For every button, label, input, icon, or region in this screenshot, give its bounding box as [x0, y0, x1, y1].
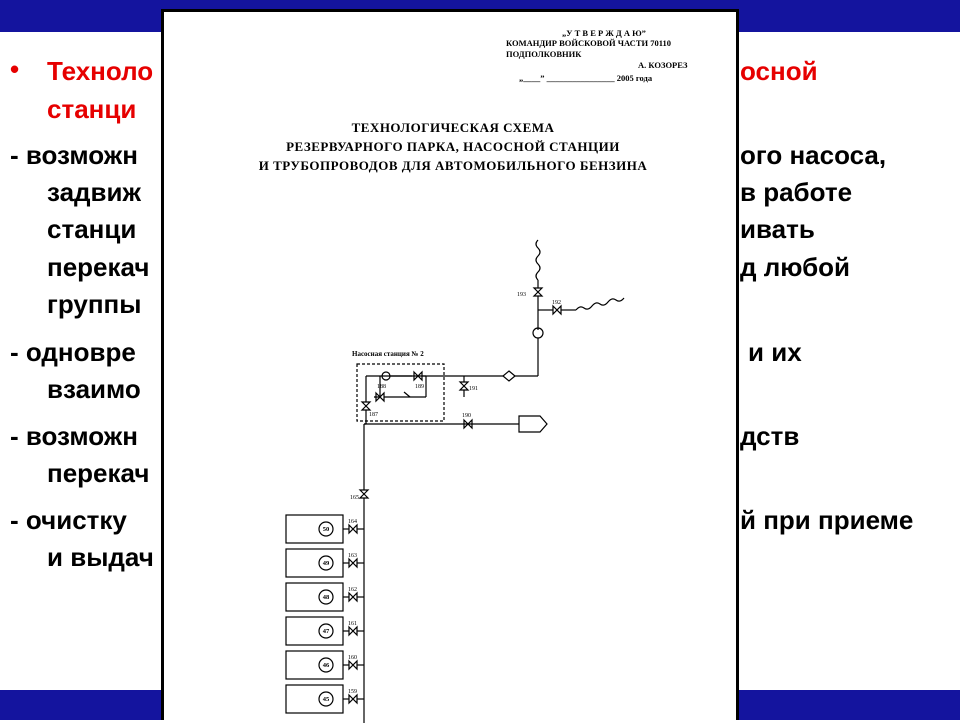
label-190: 190	[462, 413, 471, 419]
label-160: 160	[348, 655, 357, 661]
flowmeter-diamond	[503, 371, 515, 381]
approve-line-5: „____” ________________ 2005 года	[519, 73, 653, 83]
tank-label-46: 46	[322, 662, 330, 669]
approve-line-3: ПОДПОЛКОВНИК	[506, 49, 582, 59]
label-161: 161	[348, 621, 357, 627]
valve-187	[362, 402, 370, 410]
slide-line-6-right: д любой	[740, 252, 851, 282]
slide-line-9: взаимо	[47, 374, 141, 404]
tank-50	[286, 515, 343, 543]
label-164: 164	[348, 519, 357, 525]
label-162: 162	[348, 587, 357, 593]
slide-line-4-right: в работе	[740, 177, 853, 207]
pump-station-label: Насосная станция № 2	[352, 350, 424, 358]
tank-45	[286, 685, 343, 713]
slide-line-8: - одновре	[10, 337, 136, 367]
slide-line-3-right: ого насоса,	[740, 140, 887, 170]
label-193: 193	[517, 292, 526, 298]
tank-label-50: 50	[322, 526, 330, 533]
tank-49	[286, 549, 343, 577]
label-192: 192	[552, 300, 561, 306]
tank-label-47: 47	[322, 628, 330, 635]
tank-48	[286, 583, 343, 611]
tank-label-45: 45	[322, 696, 330, 703]
valve-192	[553, 306, 561, 314]
schematic-document	[161, 9, 739, 720]
slide-line-10-right: дств	[740, 421, 800, 451]
valve-159	[349, 695, 357, 703]
valve-193	[534, 288, 542, 296]
bullet-icon: •	[10, 54, 20, 84]
hose-horizontal	[576, 298, 624, 310]
valve-191	[460, 382, 468, 390]
slide-line-13: и выдач	[47, 542, 154, 572]
label-189: 189	[415, 384, 424, 390]
label-188: 188	[377, 384, 386, 390]
doc-title-line-2: РЕЗЕРВУАРНОГО ПАРКА, НАСОСНОЙ СТАНЦИИ	[286, 139, 620, 154]
tank-46	[286, 651, 343, 679]
slide-line-1-right: осной	[740, 56, 818, 86]
tank-label-48: 48	[322, 594, 330, 601]
approve-line-4: А. КОЗОРЕЗ	[638, 60, 688, 70]
slide-line-5: станци	[47, 214, 137, 244]
slide-line-4: задвиж	[47, 177, 141, 207]
valve-160	[349, 661, 357, 669]
valve-161	[349, 627, 357, 635]
slide-line-2: станци	[47, 94, 137, 124]
valve-163	[349, 559, 357, 567]
slide-line-6: перекач	[47, 252, 150, 282]
label-159: 159	[348, 689, 357, 695]
doc-title-line-1: ТЕХНОЛОГИЧЕСКАЯ СХЕМА	[351, 120, 555, 135]
label-187: 187	[369, 412, 378, 418]
outlet-arrow	[519, 416, 547, 432]
slide-line-7: группы	[47, 289, 142, 319]
tank-47	[286, 617, 343, 645]
valve-165	[360, 490, 368, 498]
label-165: 165	[350, 495, 359, 501]
slide-line-11: перекач	[47, 458, 150, 488]
slide-line-3: - возможн	[10, 140, 138, 170]
slide-line-8-right: и их	[748, 337, 802, 367]
approve-line-1: „У Т В Е Р Ж Д А Ю”	[562, 28, 646, 38]
doc-title-line-3: И ТРУБОПРОВОДОВ ДЛЯ АВТОМОБИЛЬНОГО БЕНЗИНА	[258, 158, 648, 173]
hose-vertical	[536, 240, 540, 280]
slide-line-12: - очистку	[10, 505, 127, 535]
approve-line-2: КОМАНДИР ВОЙСКОВОЙ ЧАСТИ 70110	[506, 38, 672, 48]
slide-line-1: Техноло	[47, 56, 154, 86]
slide-line-10: - возможн	[10, 421, 138, 451]
label-163: 163	[348, 553, 357, 559]
schematic-diagram	[164, 12, 742, 723]
slide-line-12-right: й при приеме	[740, 505, 914, 535]
label-191: 191	[469, 386, 478, 392]
valve-162	[349, 593, 357, 601]
slide-line-5-right: ивать	[740, 214, 815, 244]
tank-label-49: 49	[322, 560, 330, 567]
valve-164	[349, 525, 357, 533]
